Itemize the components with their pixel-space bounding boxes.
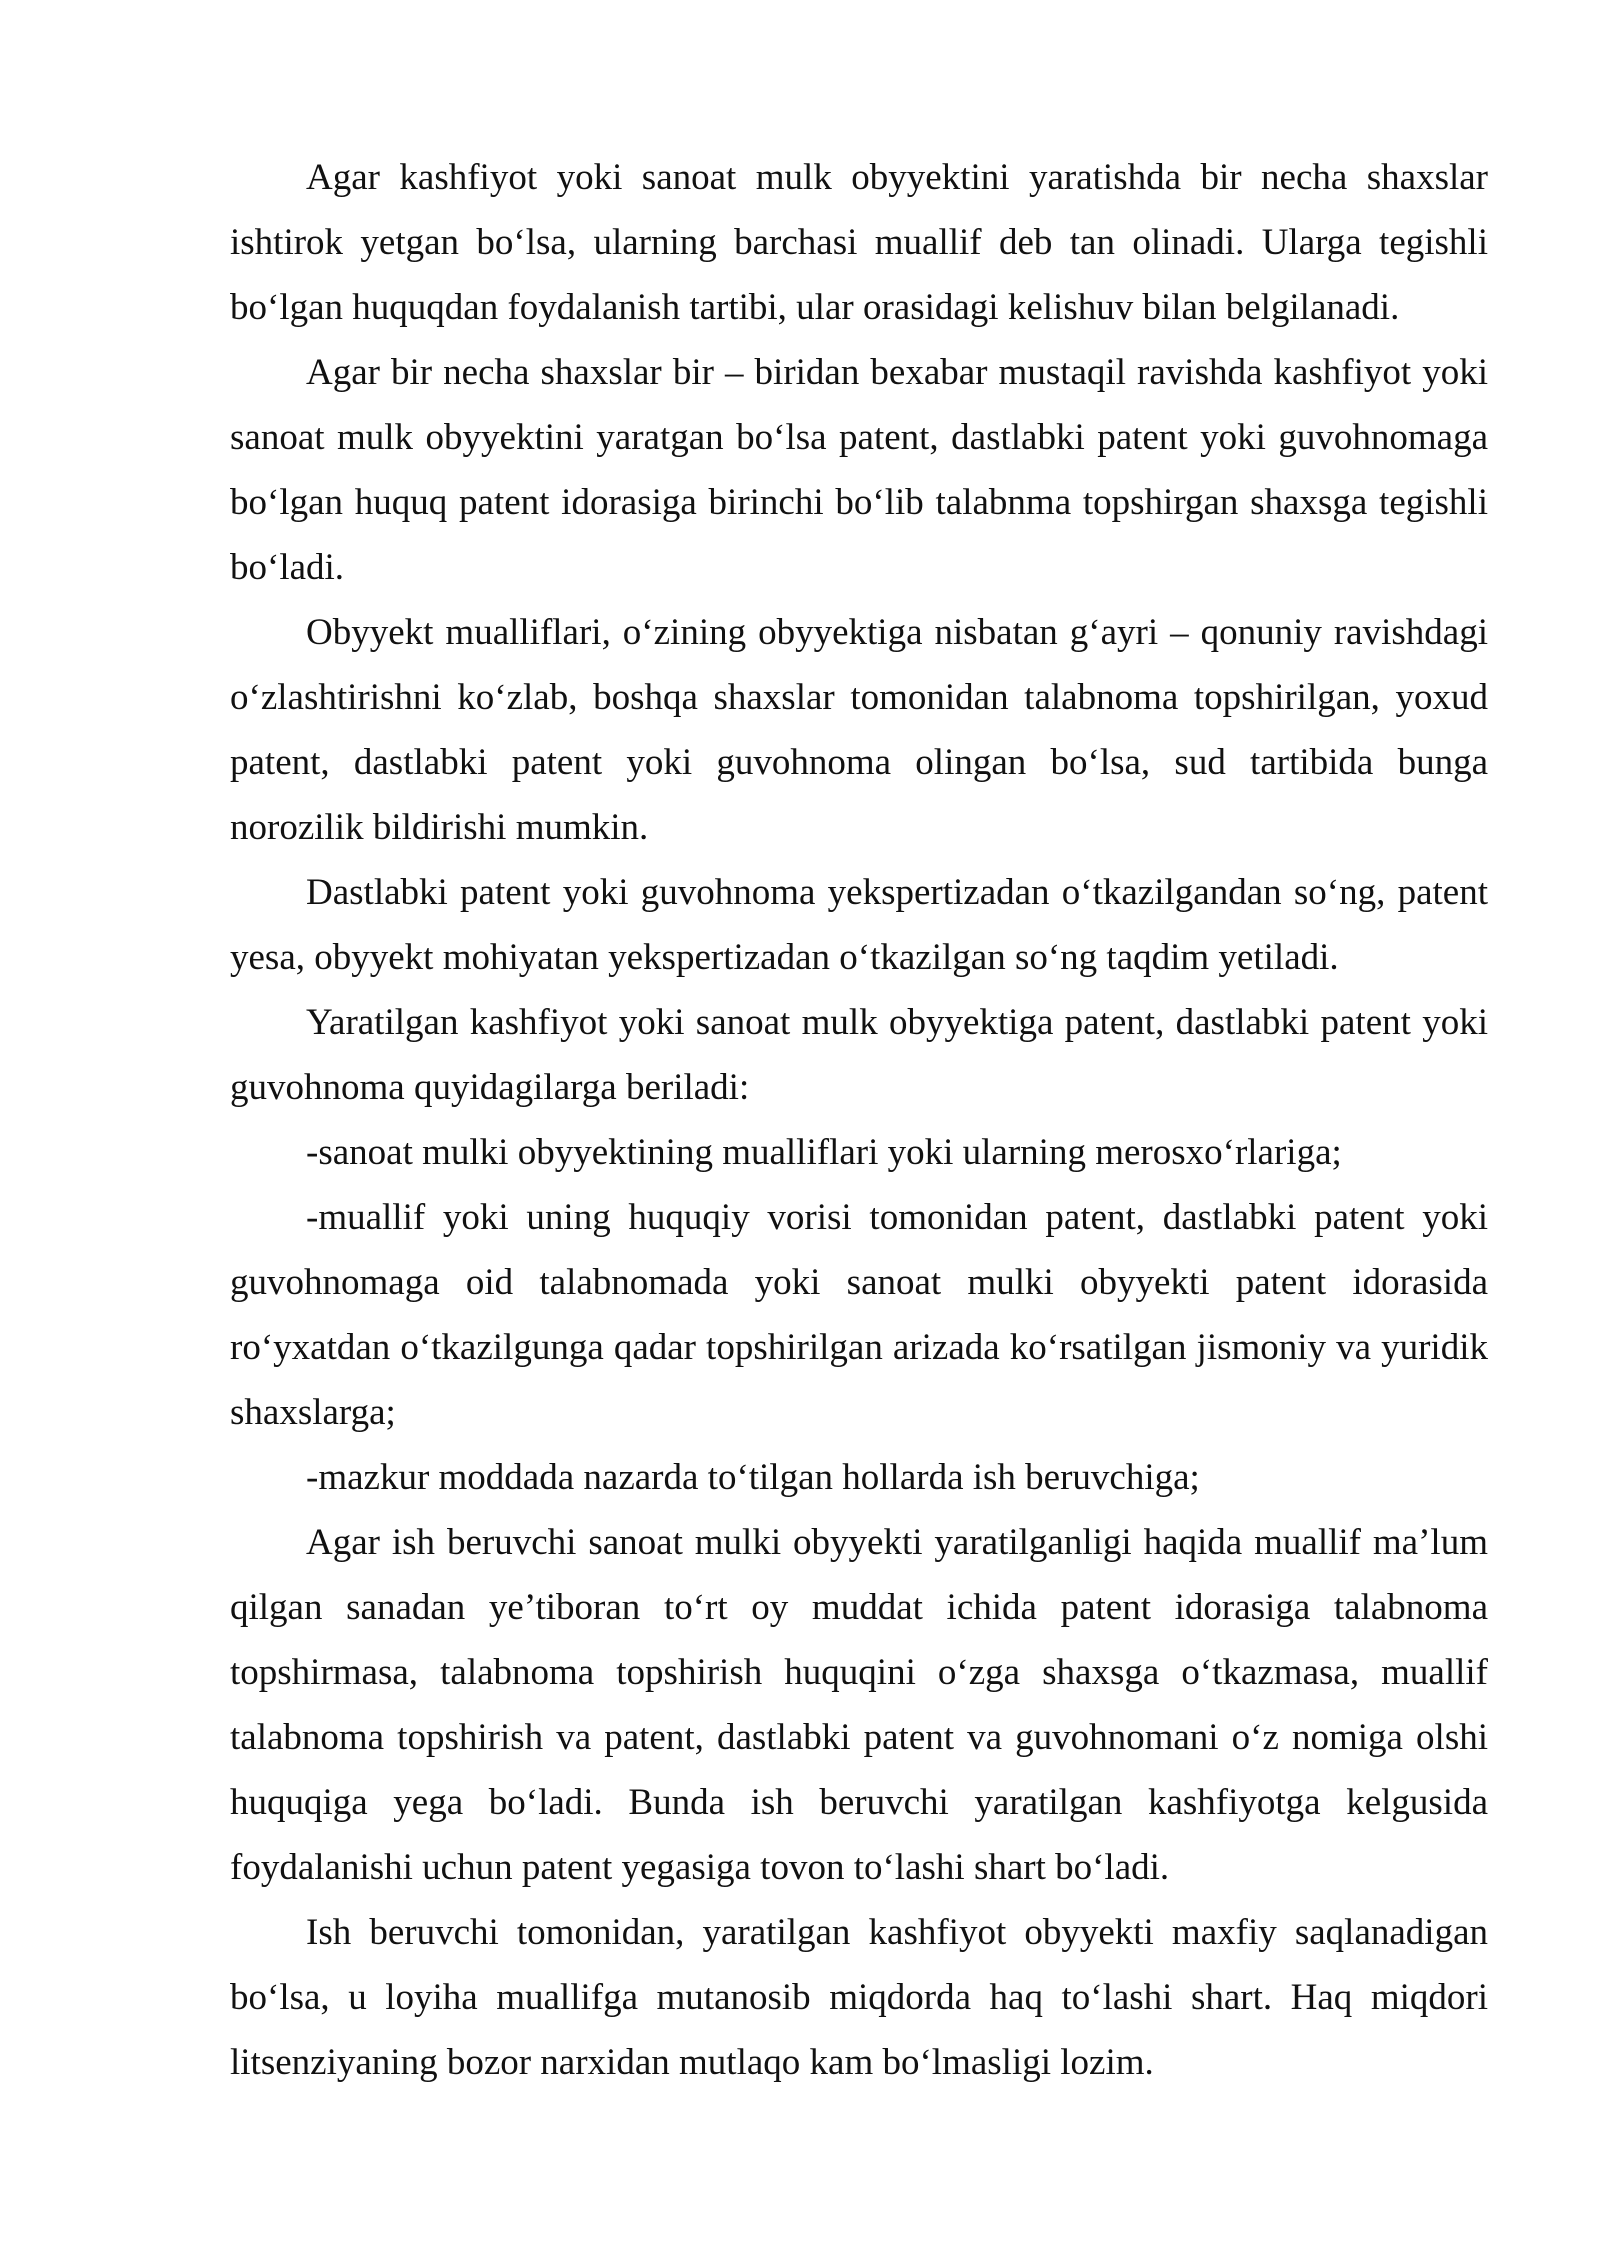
list-item-authors	[230, 1120, 1488, 1185]
paragraph-independent-creation: Agar bir necha shaxslar bir – biridan bexabar mustaqil ravishda kashfiyot yoki sanoat mulk obyyektini yaratgan bo‘lsa patent, dastlabki patent yoki guvohnomaga bo‘lgan huquq patent idorasiga birinchi bo‘lib talabnma topshirgan shaxsga tegishli bo‘ladi.	[230, 352, 1488, 588]
list-dash: -	[306, 1197, 319, 1238]
list-item-text: mazkur moddada nazarda to‘tilgan hollarda ish beruvchiga;	[318, 1457, 1200, 1498]
list-item-text: muallif yoki uning huquqiy vorisi tomonidan patent, dastlabki patent yoki guvohnomaga oid talabnomada yoki sanoat mulki obyyekti patent idorasida ro‘yxatdan o‘tkazilgunga qadar topshirilgan arizada ko‘rsatilgan jismoniy va yuridik shaxslarga;	[230, 1197, 1488, 1433]
list-dash: -	[306, 1132, 319, 1173]
document-page	[230, 145, 1488, 2095]
list-item-text: sanoat mulki obyyektining mualliflari yoki ularning merosxo‘rlariga;	[318, 1132, 1342, 1173]
paragraph-grant-recipients-intro: Yaratilgan kashfiyot yoki sanoat mulk obyyektiga patent, dastlabki patent yoki guvohnoma quyidagilarga beriladi:	[230, 1002, 1488, 1108]
paragraph-examination: Dastlabki patent yoki guvohnoma yekspertizadan o‘tkazilgandan so‘ng, patent yesa, obyyekt mohiyatan yekspertizadan o‘tkazilgan so‘ng taqdim yetiladi.	[230, 872, 1488, 978]
list-item-legal-entities	[230, 1185, 1488, 1445]
paragraph-secret-invention: Ish beruvchi tomonidan, yaratilgan kashfiyot obyyekti maxfiy saqlanadigan bo‘lsa, u loyiha muallifga mutanosib miqdorda haq to‘lashi shart. Haq miqdori litsenziyaning bozor narxidan mutlaqo kam bo‘lmasligi lozim.	[230, 1912, 1488, 2083]
paragraph-joint-authorship: Agar kashfiyot yoki sanoat mulk obyyektini yaratishda bir necha shaxslar ishtirok yetgan bo‘lsa, ularning barchasi muallif deb tan olinadi. Ularga tegishli bo‘lgan huquqdan foydalanish tartibi, ular orasidagi kelishuv bilan belgilanadi.	[230, 157, 1488, 328]
list-item-employer	[230, 1445, 1488, 1510]
paragraph-author-objection: Obyyekt mualliflari, o‘zining obyyektiga nisbatan g‘ayri – qonuniy ravishdagi o‘zlashtirishni ko‘zlab, boshqa shaxslar tomonidan talabnoma topshirilgan, yoxud patent, dastlabki patent yoki guvohnoma olingan bo‘lsa, sud tartibida bunga norozilik bildirishi mumkin.	[230, 612, 1488, 848]
list-dash: -	[306, 1457, 319, 1498]
paragraph-employer-deadline: Agar ish beruvchi sanoat mulki obyyekti yaratilganligi haqida muallif ma’lum qilgan sanadan ye’tiboran to‘rt oy muddat ichida patent idorasiga talabnoma topshirmasa, talabnoma topshirish huquqini o‘zga shaxsga o‘tkazmasa, muallif talabnoma topshirish va patent, dastlabki patent va guvohnomani o‘z nomiga olshi huquqiga yega bo‘ladi. Bunda ish beruvchi yaratilgan kashfiyotga kelgusida foydalanishi uchun patent yegasiga tovon to‘lashi shart bo‘ladi.	[230, 1522, 1488, 1888]
